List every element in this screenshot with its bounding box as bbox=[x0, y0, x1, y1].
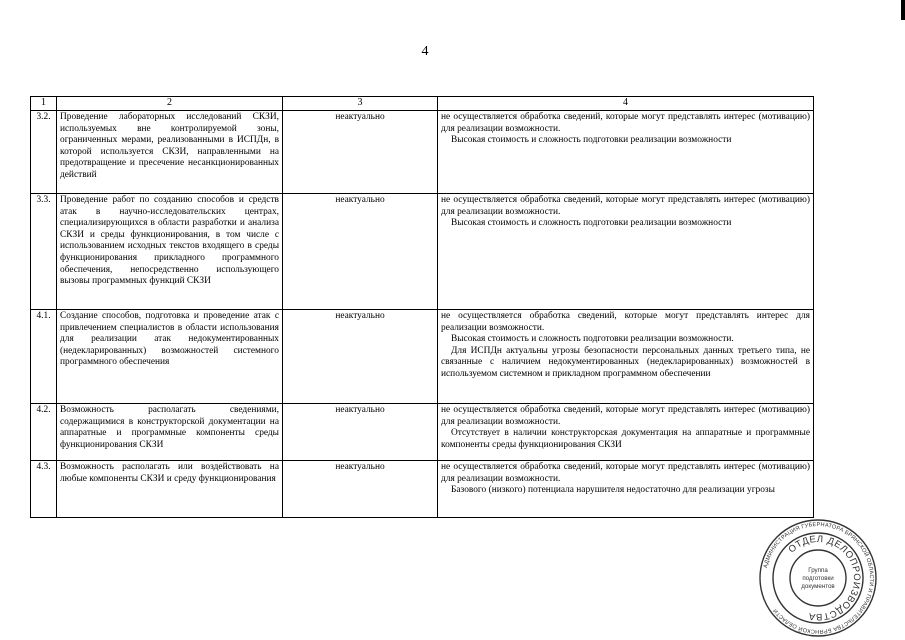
header-col-4: 4 bbox=[438, 97, 814, 111]
stamp-inner-text: ОТДЕЛ ДЕЛОПРОИЗВОДСТВА bbox=[786, 533, 863, 623]
table-row bbox=[31, 404, 814, 461]
table-row bbox=[31, 310, 814, 404]
stamp-center-line: подготовки bbox=[802, 575, 834, 582]
header-col-1: 1 bbox=[31, 97, 57, 111]
reason-text: Базового (низкого) потенциала нарушителя недостаточно для реализации угрозы bbox=[451, 485, 775, 496]
header-col-2: 2 bbox=[57, 97, 283, 111]
stamp-outer-text: АДМИНИСТРАЦИЯ ГУБЕРНАТОРА БРЯНСКОЙ ОБЛАСТИ И ПРАВИТЕЛЬСТВА БРЯНСКОЙ ОБЛАСТИ bbox=[762, 521, 875, 635]
reason-text: Отсутствует в наличии конструкторская документация на аппаратные и программные компоненты среды функционирования СКЗИ bbox=[441, 428, 810, 450]
reason-text: не осуществляется обработка сведений, которые могут представлять интерес (мотивацию) для реализации возможности. bbox=[441, 195, 810, 217]
row-relevance: неактуально bbox=[283, 461, 438, 518]
row-description: Проведение работ по созданию способов и средств атак в научно-исследовательских центрах, специализирующихся в области разработки и анализа СКЗИ и среды функционирования, в том числе с использованием исходных текстов входящего в среды функционирования прикладного программного обеспечения, непосредственно использующего вызовы программных функций СКЗИ bbox=[57, 194, 283, 310]
reason-text: Высокая стоимость и сложность подготовки реализации возможности. bbox=[451, 334, 734, 345]
header-col-3: 3 bbox=[283, 97, 438, 111]
row-number: 4.3. bbox=[31, 461, 57, 518]
row-reasons bbox=[438, 404, 814, 461]
row-number: 3.3. bbox=[31, 194, 57, 310]
row-reasons bbox=[438, 461, 814, 518]
reason-text: Высокая стоимость и сложность подготовки реализации возможности bbox=[451, 135, 732, 146]
row-relevance: неактуально bbox=[283, 310, 438, 404]
reason-text: Высокая стоимость и сложность подготовки реализации возможности bbox=[451, 218, 732, 229]
table-row bbox=[31, 194, 814, 310]
row-number: 4.1. bbox=[31, 310, 57, 404]
row-number: 3.2. bbox=[31, 111, 57, 194]
row-number: 4.2. bbox=[31, 404, 57, 461]
reason-text: не осуществляется обработка сведений, которые могут представлять интерес для реализации возможности. bbox=[441, 311, 810, 333]
row-description: Возможность располагать или воздействовать на любые компоненты СКЗИ и среду функционирования bbox=[57, 461, 283, 518]
table-row bbox=[31, 461, 814, 518]
row-description: Возможность располагать сведениями, содержащимися в конструкторской документации на аппаратные и программные компоненты среды функционирования СКЗИ bbox=[57, 404, 283, 461]
office-stamp bbox=[758, 518, 878, 638]
row-description: Проведение лабораторных исследований СКЗИ, используемых вне контролируемой зоны, ограниченных мерами, реализованными в ИСПДн, в которой используется СКЗИ, направленными на предотвращение и пресечение несанкционированных действий bbox=[57, 111, 283, 194]
row-relevance: неактуально bbox=[283, 404, 438, 461]
table-row bbox=[31, 111, 814, 194]
reason-text: не осуществляется обработка сведений, которые могут представлять интерес (мотивацию) для реализации возможности. bbox=[441, 112, 810, 134]
edge-mark bbox=[901, 0, 905, 20]
reason-text: не осуществляется обработка сведений, которые могут представлять интерес (мотивацию) для реализации возможности. bbox=[441, 462, 810, 484]
threats-table bbox=[30, 96, 814, 518]
header-row bbox=[31, 97, 814, 111]
row-relevance: неактуально bbox=[283, 194, 438, 310]
row-reasons bbox=[438, 310, 814, 404]
reason-text: Для ИСПДн актуальны угрозы безопасности персональных данных третьего типа, не связанные с наличием недокументированных (недекларированных) возможностей в используемом системном и прикладном программном обеспечении bbox=[441, 345, 810, 379]
page-number: 4 bbox=[421, 44, 429, 59]
row-description: Создание способов, подготовка и проведение атак с привлечением специалистов в области использования для реализации атак недокументированных (недекларированных) возможностей системного программного обеспечения bbox=[57, 310, 283, 404]
stamp-center-line: Группа bbox=[808, 567, 828, 574]
stamp-center-line: документов bbox=[801, 583, 835, 590]
row-reasons bbox=[438, 194, 814, 310]
row-reasons bbox=[438, 111, 814, 194]
reason-text: не осуществляется обработка сведений, которые могут представлять интерес (мотивацию) для реализации возможности. bbox=[441, 405, 810, 427]
row-relevance: неактуально bbox=[283, 111, 438, 194]
